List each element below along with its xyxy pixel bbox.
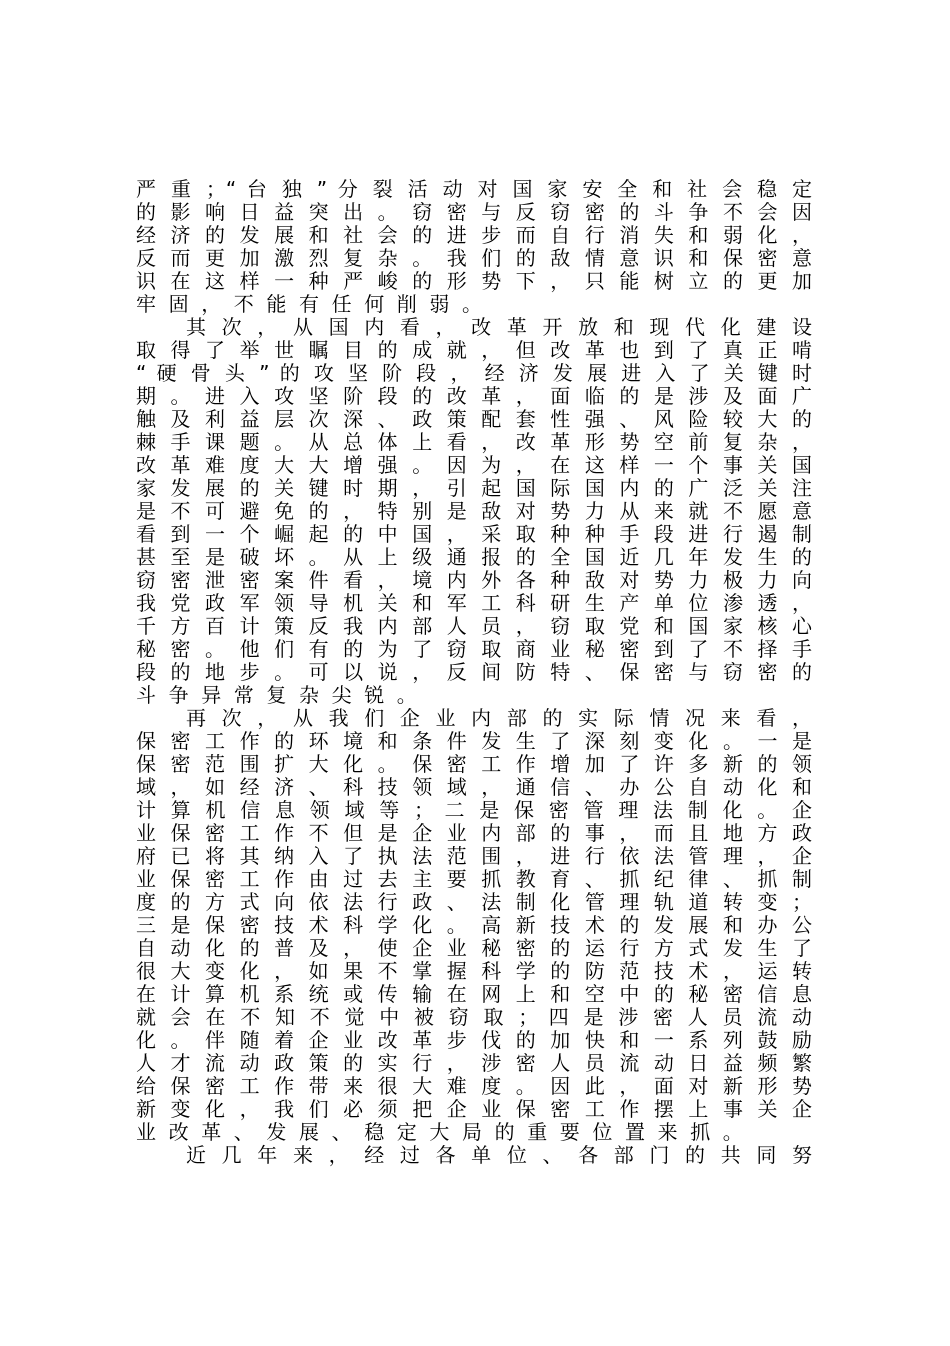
text-line: 很 大 变 化 ， 如 果 不 掌 握 科 学 的 防 范 技 术 ， 运 转 (136, 960, 812, 983)
text-line: 窃 密 泄 密 案 件 看 ， 境 内 外 各 种 敌 对 势 力 极 力 向 (136, 569, 812, 592)
text-line: 斗争异常复杂尖锐。 (136, 684, 430, 707)
text-line: 域 ， 如 经 济 、 科 技 领 域 ， 通 信 、 办 公 自 动 化 和 (136, 776, 812, 799)
text-line: 触 及 利 益 层 次 深 、 政 策 配 套 性 强 、 风 险 较 大 的 (136, 408, 812, 431)
paragraph-first-line: 其 次 ， 从 国 内 看 ， 改 革 开 放 和 现 代 化 建 设 (186, 316, 812, 339)
text-line: 段 的 地 步 。 可 以 说 ， 反 间 防 特 、 保 密 与 窃 密 的 (136, 661, 812, 684)
paragraph-first-line: 近 几 年 来 ， 经 过 各 单 位 、 各 部 门 的 共 同 努 (186, 1144, 812, 1167)
text-line: 是 不 可 避 免 的 ， 特 别 是 敌 对 势 力 从 来 就 不 愿 意 (136, 500, 812, 523)
text-line: 期 。 进 入 攻 坚 阶 段 的 改 革 ， 面 临 的 是 涉 及 面 广 (136, 385, 812, 408)
text-line: 家 发 展 的 关 键 时 期 ， 引 起 国 际 国 内 的 广 泛 关 注 (136, 477, 812, 500)
text-line: 识 在 这 样 一 种 严 峻 的 形 势 下 ， 只 能 树 立 的 更 加 (136, 270, 812, 293)
body-text (136, 178, 812, 1167)
text-line: 化 。 伴 随 着 企 业 改 革 步 伐 的 加 快 和 一 系 列 鼓 励 (136, 1029, 812, 1052)
text-line: 业 保 密 工 作 由 过 去 主 要 抓 教 育 、 抓 纪 律 、 抓 制 (136, 868, 812, 891)
text-line: 给 保 密 工 作 带 来 很 大 难 度 。 因 此 ， 面 对 新 形 势 (136, 1075, 812, 1098)
text-line: 严 重 ；“ 台 独 ” 分 裂 活 动 对 国 家 安 全 和 社 会 稳 定 (136, 178, 812, 201)
text-line: 甚 至 是 破 坏 。 从 上 级 通 报 的 全 国 近 几 年 发 生 的 (136, 546, 812, 569)
text-line: 在 计 算 机 系 统 或 传 输 在 网 上 和 空 中 的 秘 密 信 息 (136, 983, 812, 1006)
paragraph-first-line: 再 次 ， 从 我 们 企 业 内 部 的 实 际 情 况 来 看 ， (186, 707, 812, 730)
text-line: 的 影 响 日 益 突 出 。 窃 密 与 反 窃 密 的 斗 争 不 会 因 (136, 201, 812, 224)
text-line: 棘 手 课 题 。 从 总 体 上 看 ， 改 革 形 势 空 前 复 杂 ， (136, 431, 812, 454)
text-line: 人 才 流 动 政 策 的 实 行 ， 涉 密 人 员 流 动 日 益 频 繁 (136, 1052, 812, 1075)
text-line: 就 会 在 不 知 不 觉 中 被 窃 取 ； 四 是 涉 密 人 员 流 动 (136, 1006, 812, 1029)
text-line: 反 而 更 加 激 烈 复 杂 。 我 们 的 敌 情 意 识 和 保 密 意 (136, 247, 812, 270)
text-line: 自 动 化 的 普 及 ， 使 企 业 秘 密 的 运 行 方 式 发 生 了 (136, 937, 812, 960)
text-line: 保 密 工 作 的 环 境 和 条 件 发 生 了 深 刻 变 化 。 一 是 (136, 730, 812, 753)
text-line: 改 革 难 度 大 大 增 强 。 因 为 ， 在 这 样 一 个 事 关 国 (136, 454, 812, 477)
text-line: 我 党 政 军 领 导 机 关 和 军 工 科 研 生 产 单 位 渗 透 ， (136, 592, 812, 615)
text-line: 经 济 的 发 展 和 社 会 的 进 步 而 自 行 消 失 和 弱 化 ， (136, 224, 812, 247)
text-line: 保 密 范 围 扩 大 化 。 保 密 工 作 增 加 了 许 多 新 的 领 (136, 753, 812, 776)
text-line: 业改革、发展、稳定大局的重要位置来抓。 (136, 1121, 756, 1144)
text-line: 府 已 将 其 纳 入 了 执 法 范 围 ， 进 行 依 法 管 理 ， 企 (136, 845, 812, 868)
text-line: 度 的 方 式 向 依 法 行 政 、 法 制 化 管 理 轨 道 转 变 ； (136, 891, 812, 914)
text-line: 牢固，不能有任何削弱。 (136, 293, 495, 316)
text-line: 业 保 密 工 作 不 但 是 企 业 内 部 的 事 ， 而 且 地 方 政 (136, 822, 812, 845)
text-line: 看 到 一 个 崛 起 的 中 国 ， 采 取 种 种 手 段 进 行 遏 制 (136, 523, 812, 546)
text-line: 秘 密 。 他 们 有 的 为 了 窃 取 商 业 秘 密 到 了 不 择 手 (136, 638, 812, 661)
text-line: 新 变 化 ， 我 们 必 须 把 企 业 保 密 工 作 摆 上 事 关 企 (136, 1098, 812, 1121)
text-line: 三 是 保 密 技 术 科 学 化 。 高 新 技 术 的 发 展 和 办 公 (136, 914, 812, 937)
text-line: “ 硬 骨 头 ” 的 攻 坚 阶 段 ， 经 济 发 展 进 入 了 关 键 时 (136, 362, 812, 385)
text-line: 计 算 机 信 息 领 域 等 ； 二 是 保 密 管 理 法 制 化 。 企 (136, 799, 812, 822)
text-line: 千 方 百 计 策 反 我 内 部 人 员 ， 窃 取 党 和 国 家 核 心 (136, 615, 812, 638)
text-line: 取 得 了 举 世 瞩 目 的 成 就 ， 但 改 革 也 到 了 真 正 啃 (136, 339, 812, 362)
